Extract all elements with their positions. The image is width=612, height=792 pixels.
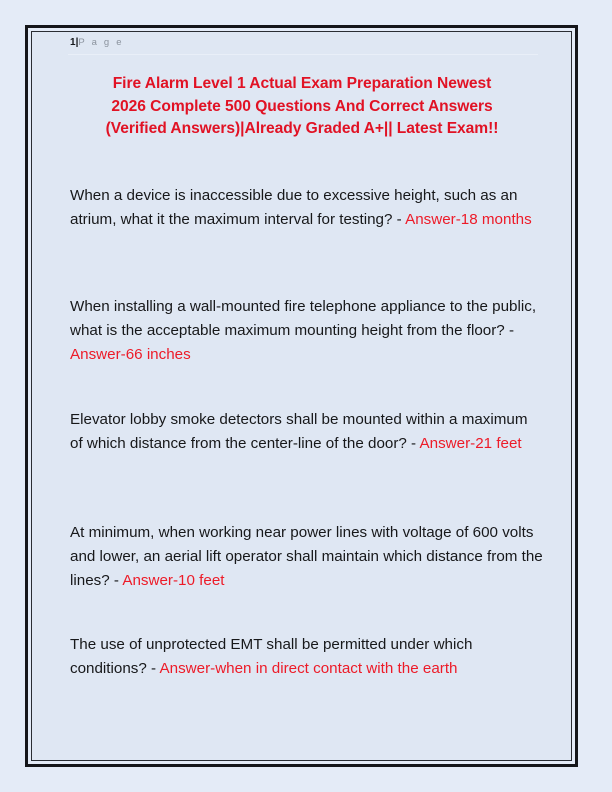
page-number-separator: | [75,37,79,48]
question-text: At minimum, when working near power lines with voltage of 600 volts and lower, an aerial lift operator shall maintain which distance from the lines? - [70,524,543,589]
answer-text: Answer-when in direct contact with the earth [159,659,458,677]
page-number-label [70,37,124,48]
question-text: When installing a wall-mounted fire telephone appliance to the public, what is the acceptable maximum mounting height from the floor? - [70,298,537,339]
qa-item [70,521,544,592]
page-number-value: 1 [70,37,76,48]
page-word-label: P a g e [78,37,124,48]
qa-item [70,408,544,456]
answer-text: Answer-21 feet [419,434,522,452]
document-title [46,73,558,141]
answer-text: Answer-66 inches [70,345,191,363]
document-title-line-1: Fire Alarm Level 1 Actual Exam Preparation Newest [112,75,492,92]
header-divider [68,54,538,55]
question-text: When a device is inaccessible due to excessive height, such as an atrium, what it the maximum interval for testing? - [70,187,518,228]
page-content [32,32,571,760]
document-title-line-3: (Verified Answers)|Already Graded A+|| Latest Exam!! [105,120,499,137]
question-text: The use of unprotected EMT shall be permitted under which conditions? - [70,636,473,677]
qa-item [70,295,544,366]
page-header [32,32,571,60]
qa-item [70,633,544,681]
document-title-line-2: 2026 Complete 500 Questions And Correct Answers [111,97,493,115]
answer-text: Answer-10 feet [122,571,225,589]
question-text: Elevator lobby smoke detectors shall be mounted within a maximum of which distance from the center-line of the door? - [70,411,528,452]
answer-text: Answer-18 months [405,210,532,228]
qa-item [70,184,544,232]
